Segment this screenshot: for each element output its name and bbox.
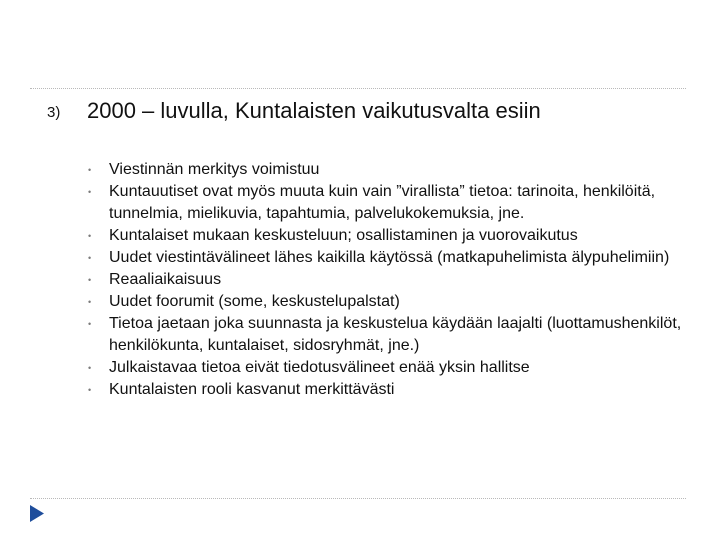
bullet-text: Tietoa jaetaan joka suunnasta ja keskustelua käydään laajalti (luottamushenkilöt, henkilökunta, kuntalaiset, sidosryhmät, jne.) <box>109 315 682 354</box>
bullet-item <box>87 357 697 379</box>
bullet-text: Uudet viestintävälineet lähes kaikilla käytössä (matkapuhelimista älypuhelimiin) <box>109 249 670 266</box>
bullet-item <box>87 379 697 401</box>
bullet-icon: • <box>88 319 92 329</box>
bullet-icon: • <box>88 385 92 395</box>
heading-number: 3) <box>47 104 61 121</box>
bullet-item <box>87 181 697 225</box>
bullet-icon: • <box>88 165 92 175</box>
bullet-icon: • <box>88 363 92 373</box>
bullet-icon: • <box>88 275 92 285</box>
bullet-icon: • <box>88 231 92 241</box>
bullet-icon: • <box>88 187 92 197</box>
bottom-divider <box>30 498 686 499</box>
bullet-text: Viestinnän merkitys voimistuu <box>109 161 320 178</box>
bullet-icon: • <box>88 297 92 307</box>
bullet-text: Kuntalaisten rooli kasvanut merkittävästi <box>109 381 395 398</box>
bullet-text: Kuntauutiset ovat myös muuta kuin vain ”virallista” tietoa: tarinoita, henkilöitä, tunnelmia, mielikuvia, tapahtumia, palvelukokemuksia, jne. <box>109 183 656 222</box>
bullet-list <box>87 159 697 401</box>
top-divider <box>30 88 686 89</box>
bullet-item <box>87 313 697 357</box>
slide-heading: 2000 – luvulla, Kuntalaisten vaikutusvalta esiin <box>87 98 541 123</box>
bullet-icon: • <box>88 253 92 263</box>
bullet-item <box>87 291 697 313</box>
play-arrow-icon[interactable] <box>29 504 45 523</box>
bullet-text: Reaaliaikaisuus <box>109 271 222 288</box>
bullet-text: Julkaistavaa tietoa eivät tiedotusvälineet enää yksin hallitse <box>109 359 530 376</box>
bullet-text: Kuntalaiset mukaan keskusteluun; osallistaminen ja vuorovaikutus <box>109 227 578 244</box>
bullet-text: Uudet foorumit (some, keskustelupalstat) <box>109 293 400 310</box>
bullet-item <box>87 159 697 181</box>
bullet-item <box>87 225 697 247</box>
bullet-item <box>87 247 697 269</box>
bullet-item <box>87 269 697 291</box>
